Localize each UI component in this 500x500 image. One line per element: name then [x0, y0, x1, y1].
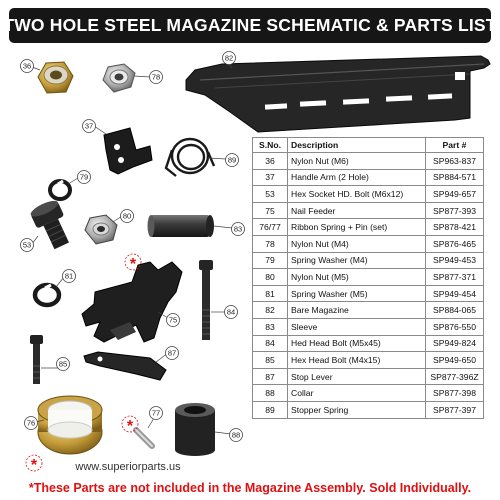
website-url: www.superiorparts.us	[75, 461, 181, 473]
part-88-collar	[175, 403, 215, 456]
svg-text:76: 76	[26, 418, 36, 428]
callout-80	[121, 210, 134, 223]
cell-sno: 37	[253, 169, 288, 186]
part-89-stopper-spring	[166, 139, 214, 176]
callout-leaders	[32, 62, 232, 434]
asterisk-marker-76: *	[30, 457, 38, 474]
table-row	[253, 235, 484, 252]
cell-description: Spring Washer (M4)	[288, 252, 426, 269]
part-83-sleeve	[148, 215, 215, 237]
cell-sno: 84	[253, 335, 288, 352]
cell-description: Nail Feeder	[288, 202, 426, 219]
cell-description: Handle Arm (2 Hole)	[288, 169, 426, 186]
cell-part-number: SP876-465	[426, 235, 484, 252]
cell-description: Nylon Nut (M6)	[288, 153, 426, 170]
callout-37	[83, 120, 96, 133]
parts-list-table	[252, 137, 484, 419]
cell-sno: 81	[253, 285, 288, 302]
part-85-hex-head-bolt-m4x15	[30, 335, 43, 384]
cell-description: Bare Magazine	[288, 302, 426, 319]
callout-75	[167, 314, 180, 327]
table-row	[253, 252, 484, 269]
cell-sno: 85	[253, 352, 288, 369]
cell-part-number: SP877-396Z	[426, 368, 484, 385]
table-row	[253, 385, 484, 402]
table-row	[253, 186, 484, 203]
cell-sno: 83	[253, 318, 288, 335]
part-77-pin	[136, 430, 152, 446]
cell-description: Nylon Nut (M4)	[288, 235, 426, 252]
part-75-nail-feeder	[82, 262, 182, 342]
table-row	[253, 335, 484, 352]
part-53-hex-socket-bolt	[29, 198, 76, 252]
cell-part-number: SP876-550	[426, 318, 484, 335]
part-78-nylon-nut-m4	[103, 64, 135, 92]
cell-part-number: SP949-657	[426, 186, 484, 203]
svg-text:87: 87	[167, 348, 177, 358]
svg-text:75: 75	[168, 315, 178, 325]
cell-sno: 80	[253, 269, 288, 286]
part-81-spring-washer-m5	[35, 285, 59, 305]
svg-text:81: 81	[64, 271, 74, 281]
table-row	[253, 368, 484, 385]
part-36-nylon-nut-m6	[38, 62, 73, 93]
svg-text:37: 37	[84, 121, 94, 131]
cell-sno: 82	[253, 302, 288, 319]
callout-53	[21, 239, 34, 252]
part-37-handle-arm	[104, 128, 152, 174]
svg-text:53: 53	[22, 240, 32, 250]
footnote: *These Parts are not included in the Magazine Assembly. Sold Individually.	[28, 481, 472, 495]
cell-sno: 89	[253, 401, 288, 418]
callout-36	[21, 60, 34, 73]
part-79-spring-washer-m4	[50, 181, 70, 199]
cell-sno: 76/77	[253, 219, 288, 236]
table-row	[253, 269, 484, 286]
part-84-hex-head-bolt-m5x45	[199, 260, 213, 340]
table-row	[253, 318, 484, 335]
callout-85	[57, 358, 70, 371]
cell-part-number: SP949-453	[426, 252, 484, 269]
table-row	[253, 285, 484, 302]
table-row	[253, 302, 484, 319]
cell-part-number: SP949-650	[426, 352, 484, 369]
cell-description: Spring Washer (M5)	[288, 285, 426, 302]
cell-description: Sleeve	[288, 318, 426, 335]
cell-part-number: SP878-421	[426, 219, 484, 236]
header-part-number: Part #	[426, 138, 484, 153]
cell-sno: 79	[253, 252, 288, 269]
callout-83	[232, 223, 245, 236]
callout-78	[150, 71, 163, 84]
cell-part-number: SP949-824	[426, 335, 484, 352]
cell-description: Nylon Nut (M5)	[288, 269, 426, 286]
cell-description: Collar	[288, 385, 426, 402]
table-row	[253, 153, 484, 170]
cell-part-number: SP877-397	[426, 401, 484, 418]
svg-text:79: 79	[79, 172, 89, 182]
callout-79	[78, 171, 91, 184]
svg-text:84: 84	[226, 307, 236, 317]
svg-text:83: 83	[233, 224, 243, 234]
part-76-ribbon-spring	[38, 396, 102, 454]
callout-81	[63, 270, 76, 283]
table-row	[253, 169, 484, 186]
cell-description: Stop Lever	[288, 368, 426, 385]
header-description: Description	[288, 138, 426, 153]
svg-text:36: 36	[22, 61, 32, 71]
cell-part-number: SP963-837	[426, 153, 484, 170]
table-row	[253, 202, 484, 219]
callout-88	[230, 429, 243, 442]
svg-text:89: 89	[227, 155, 237, 165]
callout-87	[166, 347, 179, 360]
cell-part-number: SP949-454	[426, 285, 484, 302]
cell-description: Hex Head Bolt (M4x15)	[288, 352, 426, 369]
cell-sno: 53	[253, 186, 288, 203]
table-header-row	[253, 138, 484, 153]
cell-part-number: SP884-571	[426, 169, 484, 186]
asterisk-marker-75: *	[129, 256, 137, 273]
svg-text:85: 85	[58, 359, 68, 369]
cell-sno: 75	[253, 202, 288, 219]
svg-text:77: 77	[151, 408, 161, 418]
cell-sno: 36	[253, 153, 288, 170]
cell-description: Hed Head Bolt (M5x45)	[288, 335, 426, 352]
header-sno: S.No.	[253, 138, 288, 153]
cell-part-number: SP877-393	[426, 202, 484, 219]
callout-77	[150, 407, 163, 420]
cell-description: Stopper Spring	[288, 401, 426, 418]
svg-text:78: 78	[151, 72, 161, 82]
callout-82	[223, 52, 236, 65]
table-row	[253, 401, 484, 418]
callout-76	[25, 417, 38, 430]
part-80-nylon-nut-m5	[85, 215, 117, 244]
svg-text:88: 88	[231, 430, 241, 440]
cell-part-number: SP877-371	[426, 269, 484, 286]
cell-part-number: SP884-065	[426, 302, 484, 319]
table-row	[253, 352, 484, 369]
cell-description: Ribbon Spring + Pin (set)	[288, 219, 426, 236]
page-title: TWO HOLE STEEL MAGAZINE SCHEMATIC & PARTS LIST	[9, 8, 491, 43]
cell-sno: 87	[253, 368, 288, 385]
cell-sno: 78	[253, 235, 288, 252]
table-row	[253, 219, 484, 236]
cell-description: Hex Socket HD. Bolt (M6x12)	[288, 186, 426, 203]
callout-89	[226, 154, 239, 167]
part-87-stop-lever	[84, 352, 166, 380]
cell-part-number: SP877-398	[426, 385, 484, 402]
cell-sno: 88	[253, 385, 288, 402]
callout-84	[225, 306, 238, 319]
asterisk-marker-77: *	[126, 418, 134, 435]
svg-text:82: 82	[224, 53, 234, 63]
svg-text:80: 80	[122, 211, 132, 221]
